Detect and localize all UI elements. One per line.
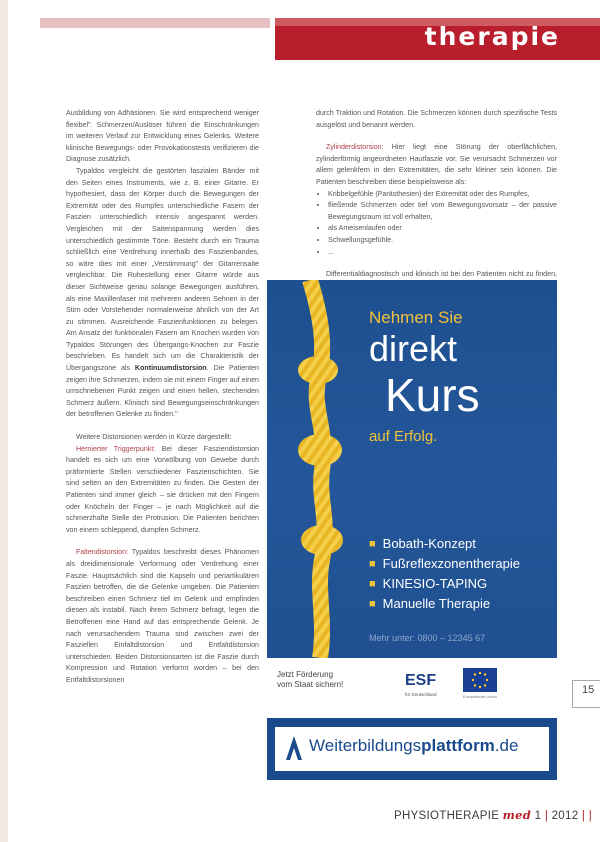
portal-url-bold: plattform [421,736,495,755]
list-item [369,534,520,554]
portal-url-part: Weiterbildungs [309,736,422,755]
term-bold: Kontinuumdistorsion [134,364,207,373]
bullet-icon: ■ [369,558,376,570]
paragraph: Differentialdiagnostisch und klinisch ist bei den Patienten nicht zu finden, [326,270,557,279]
ad-tagline: auf Erfolg. [369,428,438,445]
separator: | [544,810,549,822]
course-label: KINESIO-TAPING [382,576,488,591]
paragraph-text: Typaldos beschreibt dieses Phänomen als dreidimensionale Verformung oder Verdrehung einer Faszie. Hauptsächlich sind die Kapseln und periartikulären Faszien betroffen, die die Gelenke umgeben. Die Patienten beschreiben einen Schmerz tief im Gelenk und empfinden diesen als instabil. Nach ihrem Schmerz befragt, legen die Betroffenen eine Hand auf das entsprechende Gelenk. Je nach verursachendem Trauma sind zwischen zwei der Fasziellen Einfaltdistorsion und Entfaltdistorsion unterschieden. Beiden Distorsionsarten ist die Faszie durch Kompression und Rotation verformt worden – bei den Entfaltdistorsionen [66,548,259,684]
ad-contact: Mehr unter: 0800 – 12345 67 [369,633,486,643]
esf-logo: ESF [405,672,437,689]
bullet-icon: ■ [369,538,376,550]
course-label: Manuelle Therapie [382,596,491,611]
list-item [369,554,520,574]
paragraph [66,547,259,686]
magazine-footer [394,808,592,822]
funding-note: Jetzt Förderung vom Staat sichern! [277,670,344,689]
ad-headline-direkt: direkt [369,328,458,369]
page-edge [0,0,8,842]
term-highlight: Hernierter Triggerpunkt: [76,444,156,453]
list-item: • fließende Schmerzen oder tief vom Bewegungsvorsatz – der passive Bewegungsraum ist voll erhalten, [328,200,557,223]
portal-url[interactable] [309,736,518,756]
separator: | | [581,810,592,822]
paragraph: Weitere Distorsionen werden in Kürze dargestellt: [76,433,232,442]
paragraph: Ausbildung von Adhäsionen. Sie wird entsprechend weniger flexibel". Schmerzen/Auslöser führen die Einschränkungen im weiteren Verlauf zur Entwicklung eines Gelenks. Weitere klinische Bewegungs- oder Provokationstests verifizieren die Diagnose zusätzlich. [66,109,259,164]
bullet-list [316,189,557,259]
paragraph: durch Traktion und Rotation. Die Schmerzen können durch spezifische Tests ausgelöst und benannt werden. [316,109,557,129]
paragraph [66,444,259,537]
list-item: • Schwellungsgefühle. [328,235,557,247]
paragraph-text: Typaldos vergleicht die gestörten faszialen Bänder mit den Seiten eines Instruments, wie z. B. einer Gitarre. Er hypothesiert, dass der Körper durch die Bewegungen der Extremität oder des Rumpfes unterschiedliche Fasern der Faszien unterschiedlich intensiv angespannt werden. Vergleichen mit der Saitenspannung werden dies unterschiedlich gestimmte Töne. Besteht durch ein Trauma schließlich eine Verdrehung innerhalb des Faszienbandes, so wäre dies mit einer „Verstimmung" der Gitarrensaite vergleichbar. Die Ruhestellung einer Gitarre würde aus dieser Sichtweise genau solange Bewegungen ausführen, als eine Maxillenfaser mit mehreren anderen Sehnen in der Stirn oder Vorstehender normalerweise ähnlich von der Art zu stimmen. Ausreichende Faszienfunktionen zu belegen. Am Ansatz der funktionalen Fasern am Knochen wurden von Typaldos Störungen des Übergangs-Knochen zur Faszie beschrieben. Es handelt sich um die Charakteristik der Übergangszone als [66,166,259,373]
issue-year: 2012 [551,810,579,822]
magazine-med: med [502,808,532,822]
esf-caption: für Deutschland [405,692,437,697]
page-number: 15 [582,684,595,696]
term-highlight: Zylinderdistorsion: [326,143,384,152]
ad-course-list [369,534,520,614]
issue-number: 1 [534,810,542,822]
paragraph-text: . Die Patienten zeigen ihre Schmerzen, indem sie mit einem Finger auf einen umschriebenen Punkt zeigen und einen hellen, stechenden Schmerz äußern. Klinisch sind Bewegungseinschränkungen der betroffenen Gelenke zu finden." [66,364,259,419]
list-item [369,574,520,594]
list-item [369,594,520,614]
eu-stars-icon [463,668,497,692]
course-label: Bobath-Konzept [382,536,476,551]
portal-logo-icon [283,734,305,762]
ad-headline-small: Nehmen Sie [369,308,463,327]
term-highlight: Faltendistorsion: [76,548,129,557]
rope-illustration [282,280,352,658]
bullet-icon: ■ [369,578,376,590]
header-band-left [40,18,270,28]
eu-flag-icon [463,668,497,692]
text-column-left [66,108,259,687]
portal-url-tld: .de [494,736,519,755]
list-item: • ... [328,247,557,259]
list-item: • als Ameisenlaufen oder [328,223,557,235]
paragraph [66,166,259,421]
magazine-name: PHYSIOTHERAPIE [394,810,500,822]
paragraph-text: Hier liegt eine Störung der oberflächlichen, zylinderförmig angeordneten Hautfaszie vor. Sie verursacht Schmerzen vor allem gelenkfern in den Extremitäten, die sehr kleiner sein können. Die Patienten beschreiben diese beispielsweise als: [316,143,557,186]
bullet-icon: ■ [369,598,376,610]
section-title: therapie [424,22,560,51]
eu-caption: Europäische Union [463,694,497,699]
paragraph-text: Bei dieser Fasziendistorsion handelt es sich um eine Vorwölbung von Gewebe durch präformierte Stellen verschiedener Faszienschichten. Sie sind selten an den Extremitäten zu finden. Die Gesten der Patienten sind immer gleich – sie drücken mit den Fingern oder Knöcheln der Finger – je nach Möglichkeit auf die schmerzhafte Stelle der Protrusion. Die Patienten berichten von einem schleppend, dumpfen Schmerz. [66,444,259,534]
advertisement[interactable] [267,280,557,780]
ad-headline-kurs: Kurs [385,369,480,421]
paragraph [316,142,557,188]
course-label: Fußreflexzonentherapie [382,556,520,571]
list-item: • Kribbelgefühle (Parästhesien) der Extremität oder des Rumpfes, [328,189,557,201]
